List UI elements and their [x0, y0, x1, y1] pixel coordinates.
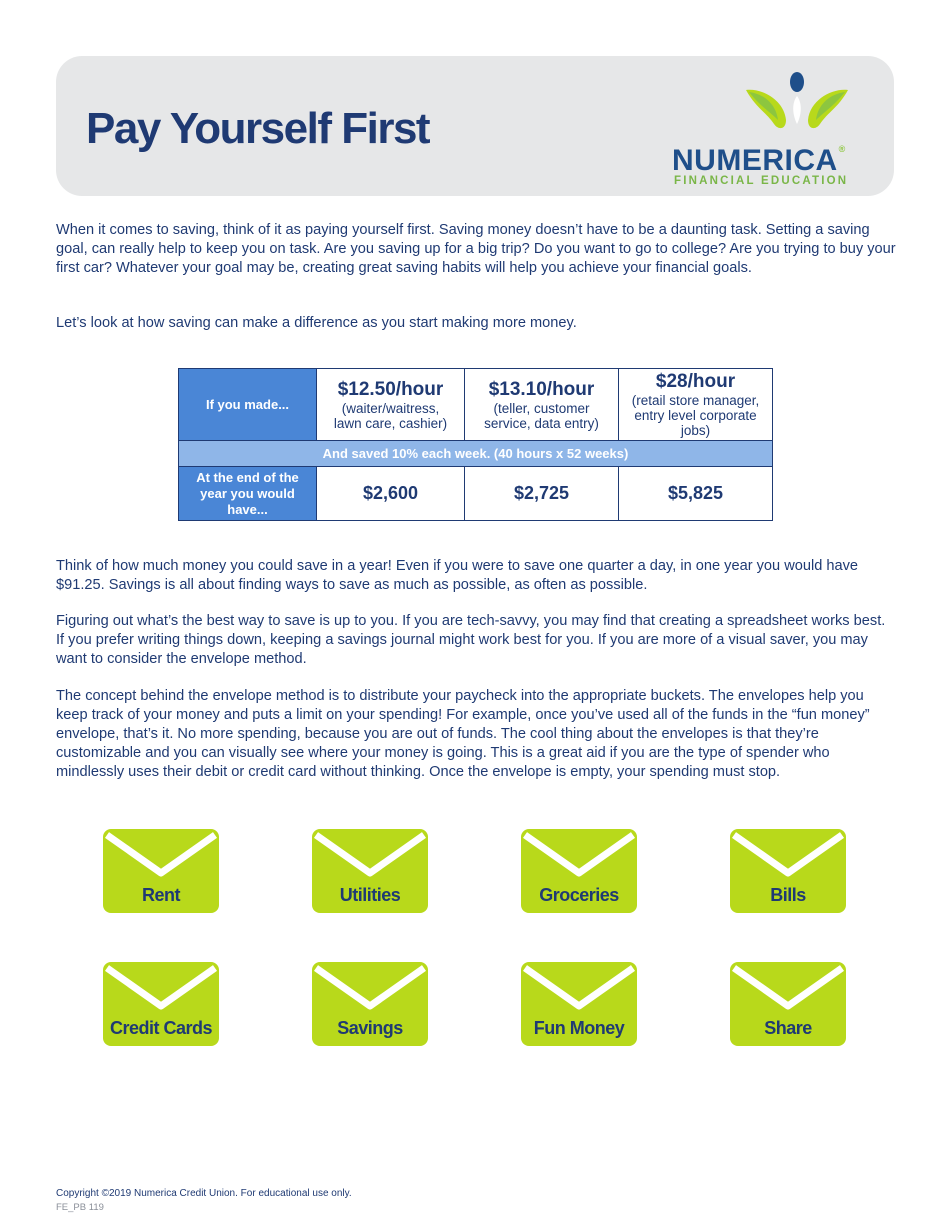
page-title: Pay Yourself First — [86, 104, 430, 153]
body-paragraph: The concept behind the envelope method is to distribute your paycheck into the appropriate buckets. The envelopes help you keep track of your money and puts a limit on your spending! For example, once you’ve used all of the funds in the “fun money” envelope, that’s it. No more spending, because you are out of funds. The cool thing about the envelopes is that they’re customizable and you can visually see where your money is going. This is a great aid if you are the type of spender who mindlessly uses their debit or credit card without thinking. Once the envelope is empty, your spending must stop. — [56, 688, 870, 780]
logo-wordmark: NUMERICA® — [672, 144, 846, 177]
envelope-label: Savings — [337, 1018, 403, 1038]
body-paragraph: Figuring out what’s the best way to save is up to you. If you are tech-savvy, you may find that creating a spreadsheet works best. If you prefer writing things down, keeping a savings journal might work best for you. If you are more of a visual saver, you may want to consider the envelope method. — [56, 613, 886, 667]
rate-description: (teller, customer service, data entry) — [484, 400, 599, 431]
intro-lead-paragraph: Let’s look at how saving can make a difference as you start making more money. — [56, 315, 577, 331]
saved-band: And saved 10% each week. (40 hours x 52 weeks) — [179, 441, 773, 467]
footer-copyright: Copyright ©2019 Numerica Credit Union. For educational use only. — [56, 1188, 352, 1199]
rate-cell — [619, 369, 773, 441]
envelope-share — [730, 962, 846, 1046]
savings-table — [178, 368, 773, 521]
numerica-logo — [670, 68, 870, 188]
footer-code: FE_PB 119 — [56, 1202, 104, 1213]
total-value: $2,600 — [317, 467, 465, 521]
envelope-label: Credit Cards — [109, 1018, 213, 1038]
row-header-end: At the end of the year you would have... — [179, 467, 317, 521]
body-paragraph: Think of how much money you could save in a year! Even if you were to save one quarter a day, in one year you would have $91.25. Savings is all about finding ways to save as much as possible, as often as possible. — [56, 558, 859, 593]
envelope-groceries — [521, 829, 637, 913]
rate-value: $13.10/hour — [488, 378, 595, 400]
envelope-label: Share — [764, 1018, 812, 1038]
rate-description: (waiter/waitress, lawn care, cashier) — [333, 400, 448, 431]
rate-description: (retail store manager, entry level corporate jobs) — [631, 393, 760, 438]
total-value: $2,725 — [465, 467, 619, 521]
logo-leaf-icon — [670, 68, 870, 148]
table-row — [179, 369, 773, 441]
envelope-utilities — [312, 829, 428, 913]
envelope-label: Bills — [770, 885, 806, 905]
rate-cell — [465, 369, 619, 441]
envelope-bills — [730, 829, 846, 913]
table-row — [179, 467, 773, 521]
envelope-savings — [312, 962, 428, 1046]
envelope-label: Groceries — [539, 885, 619, 905]
table-row — [179, 441, 773, 467]
envelope-label: Rent — [142, 885, 180, 905]
envelope-rent — [103, 829, 219, 913]
envelope-label: Fun Money — [533, 1018, 625, 1038]
envelope-label: Utilities — [339, 885, 401, 905]
row-header-made: If you made... — [179, 369, 317, 441]
rate-value: $12.50/hour — [337, 378, 444, 400]
envelope-fun-money — [521, 962, 637, 1046]
intro-paragraph: When it comes to saving, think of it as paying yourself first. Saving money doesn’t have to be a daunting task. Setting a saving goal, can really help to keep you on task. Are you saving up for a big trip? Do you want to go to college? Are you trying to buy your first car? Whatever your goal may be, creating great saving habits will help you achieve your financial goals. — [56, 222, 896, 276]
envelope-credit-cards — [103, 962, 219, 1046]
rate-cell — [317, 369, 465, 441]
total-value: $5,825 — [619, 467, 773, 521]
rate-value: $28/hour — [655, 371, 736, 392]
logo-tagline: FINANCIAL EDUCATION — [674, 175, 849, 187]
page-header — [56, 56, 894, 196]
